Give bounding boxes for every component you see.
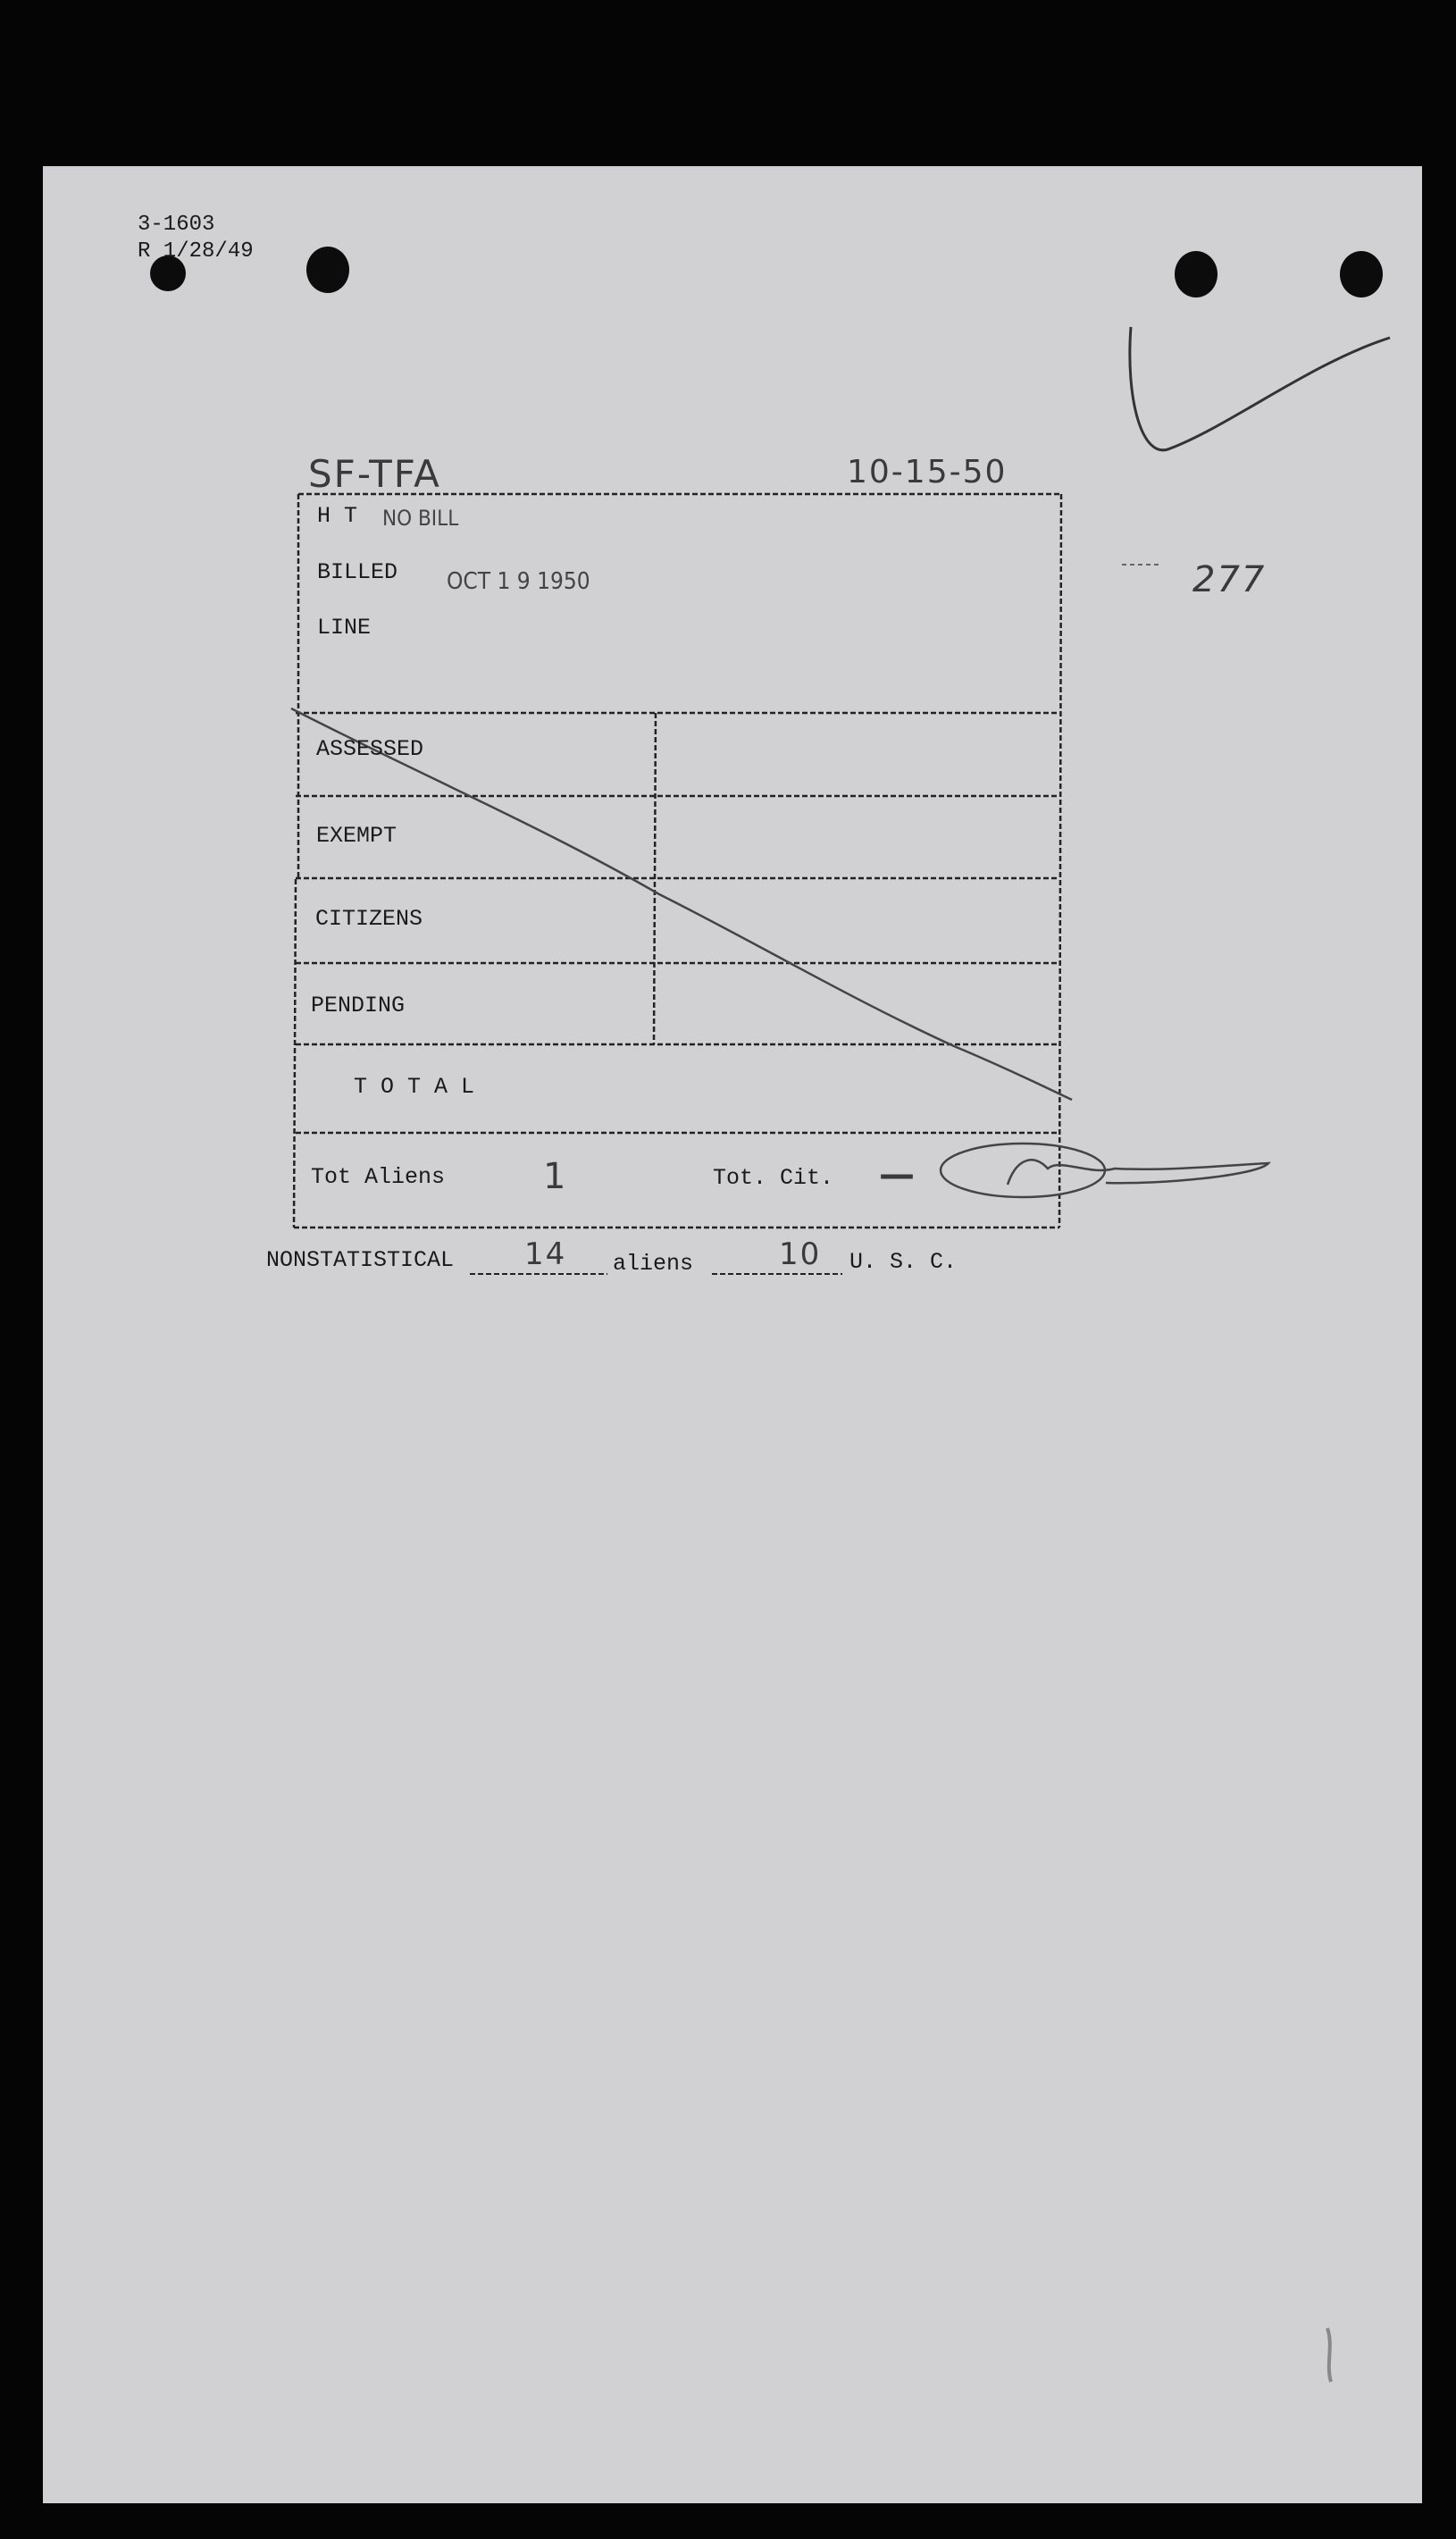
ht-stamp: NO BILL xyxy=(382,506,459,531)
billed-label: BILLED xyxy=(317,559,398,585)
document-page xyxy=(43,166,1422,2503)
form-number: 3-1603 xyxy=(138,213,215,237)
tot-cit-label: Tot. Cit. xyxy=(713,1165,834,1191)
billed-stamp: OCT 1 9 1950 xyxy=(447,568,590,595)
usc-value: 10 xyxy=(779,1236,822,1272)
row-label-pending: PENDING xyxy=(311,993,406,1018)
usc-label: U. S. C. xyxy=(849,1249,958,1275)
aliens-label: aliens xyxy=(613,1251,694,1277)
ht-label: H T xyxy=(317,503,358,529)
tot-aliens-value: 1 xyxy=(543,1156,568,1197)
row-label-assessed: ASSESSED xyxy=(316,736,424,762)
handwritten-date: 10-15-50 xyxy=(847,454,1008,490)
aliens-value: 14 xyxy=(524,1236,567,1272)
handwritten-code: SF-TFA xyxy=(308,452,441,496)
row-label-citizens: CITIZENS xyxy=(315,906,423,932)
row-label-exempt: EXEMPT xyxy=(316,823,397,849)
tot-cit-value: — xyxy=(879,1154,916,1195)
line-label: LINE xyxy=(317,615,372,641)
tot-aliens-label: Tot Aliens xyxy=(311,1164,446,1190)
total-label: T O T A L xyxy=(354,1074,475,1100)
page-number: 277 xyxy=(1192,559,1267,600)
form-revision: R 1/28/49 xyxy=(138,239,254,264)
nonstat-label: NONSTATISTICAL xyxy=(266,1247,455,1273)
form-lines xyxy=(43,166,1422,2503)
